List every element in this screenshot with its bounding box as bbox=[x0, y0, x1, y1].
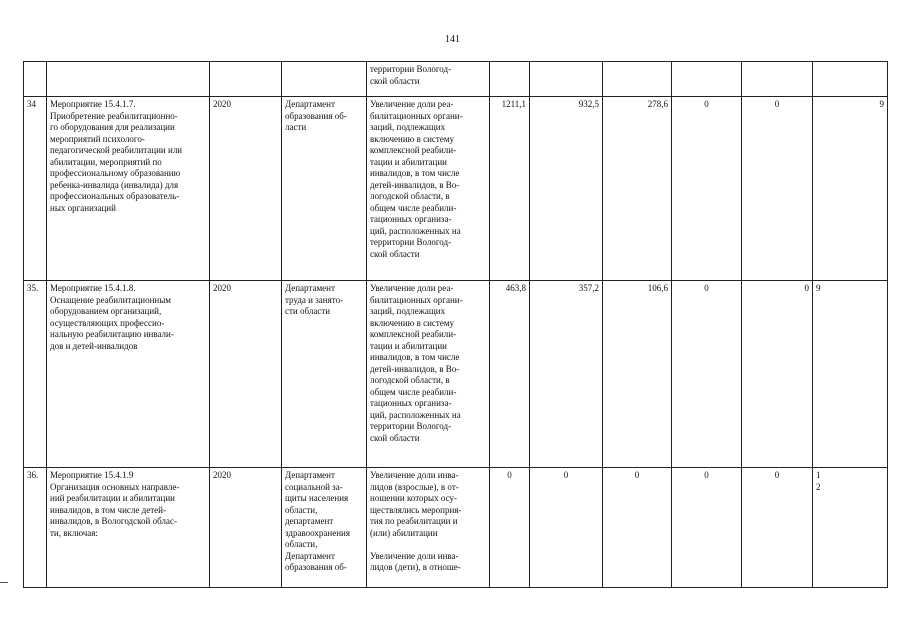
executor-cell: Департамент социальной за- щиты населения области, департамент здравоохранения области, Департамент образования об- bbox=[282, 468, 367, 588]
margin-mark bbox=[0, 582, 8, 583]
row-number: 36. bbox=[24, 468, 47, 588]
event-description bbox=[47, 62, 210, 97]
value-cell-4 bbox=[672, 62, 742, 97]
value-cell-4: 0 bbox=[672, 97, 742, 281]
table-row bbox=[24, 468, 888, 588]
value-cell-3 bbox=[603, 62, 672, 97]
executor-cell: Департамент труда и занято- сти области bbox=[282, 281, 367, 468]
value-cell-3: 0 bbox=[603, 468, 672, 588]
page-number: 141 bbox=[445, 34, 460, 45]
value-cell-1: 1211,1 bbox=[490, 97, 530, 281]
year-cell: 2020 bbox=[210, 468, 282, 588]
event-description: Мероприятие 15.4.1.7. Приобретение реабилитационно- го оборудования для реализации мероприятий психолого- педагогической реабилитации или абилитации, мероприятий по профессиональному образованию ребенка-инвалида (инвалида) для профессиональных образователь- ных организаций bbox=[47, 97, 210, 281]
program-table bbox=[23, 61, 888, 588]
executor-cell bbox=[282, 62, 367, 97]
indicator-cell: Увеличение доли реа- билитационных органи- заций, подлежащих включению в систему комплексной реабили- тации и абилитации инвалидов, в том числе детей-инвалидов, в Во- логодской области, в общем числе реабили- тационных организа- ций, расположенных на территории Вологод- ской области bbox=[367, 97, 490, 281]
value-cell-6: 1 2 bbox=[813, 468, 888, 588]
value-cell-4: 0 bbox=[672, 281, 742, 468]
executor-cell: Департамент образования об- ласти bbox=[282, 97, 367, 281]
table-row bbox=[24, 281, 888, 468]
value-cell-5 bbox=[742, 62, 813, 97]
value-cell-3: 278,6 bbox=[603, 97, 672, 281]
value-cell-2: 0 bbox=[530, 468, 603, 588]
value-cell-3: 106,6 bbox=[603, 281, 672, 468]
value-cell-2: 932,5 bbox=[530, 97, 603, 281]
value-cell-2 bbox=[530, 62, 603, 97]
indicator-cell: Увеличение доли инва- лидов (взрослые), в от- ношении которых осу- ществлялись мероприя- тия по реабилитации и (или) абилитации Увеличение доли инва- лидов (дети), в отноше- bbox=[367, 468, 490, 588]
indicator-cell: территории Вологод- ской области bbox=[367, 62, 490, 97]
year-cell: 2020 bbox=[210, 281, 282, 468]
table-row bbox=[24, 97, 888, 281]
row-number: 35. bbox=[24, 281, 47, 468]
table-row bbox=[24, 62, 888, 97]
value-cell-1: 463,8 bbox=[490, 281, 530, 468]
row-number: 34 bbox=[24, 97, 47, 281]
event-description: Мероприятие 15.4.1.8. Оснащение реабилитационным оборудованием организаций, осуществляющих профессио- нальную реабилитацию инвали- дов и детей-инвалидов bbox=[47, 281, 210, 468]
value-cell-6: 9 bbox=[813, 97, 888, 281]
row-number bbox=[24, 62, 47, 97]
value-cell-6: 9 bbox=[813, 281, 888, 468]
value-cell-1: 0 bbox=[490, 468, 530, 588]
value-cell-6 bbox=[813, 62, 888, 97]
value-cell-5: 0 bbox=[742, 281, 813, 468]
year-cell: 2020 bbox=[210, 97, 282, 281]
value-cell-1 bbox=[490, 62, 530, 97]
value-cell-2: 357,2 bbox=[530, 281, 603, 468]
indicator-cell: Увеличение доли реа- билитационных органи- заций, подлежащих включению в систему комплексной реабили- тации и абилитации инвалидов, в том числе детей-инвалидов, в Во- логодской области, в общем числе реабили- тационных организа- ций, расположенных на территории Вологод- ской области bbox=[367, 281, 490, 468]
value-cell-5: 0 bbox=[742, 468, 813, 588]
event-description: Мероприятие 15.4.1.9 Организация основных направле- ний реабилитации и абилитации инвалидов, в том числе детей- инвалидов, в Вологодской облас- ти, включая: bbox=[47, 468, 210, 588]
value-cell-4: 0 bbox=[672, 468, 742, 588]
year-cell bbox=[210, 62, 282, 97]
value-cell-5: 0 bbox=[742, 97, 813, 281]
